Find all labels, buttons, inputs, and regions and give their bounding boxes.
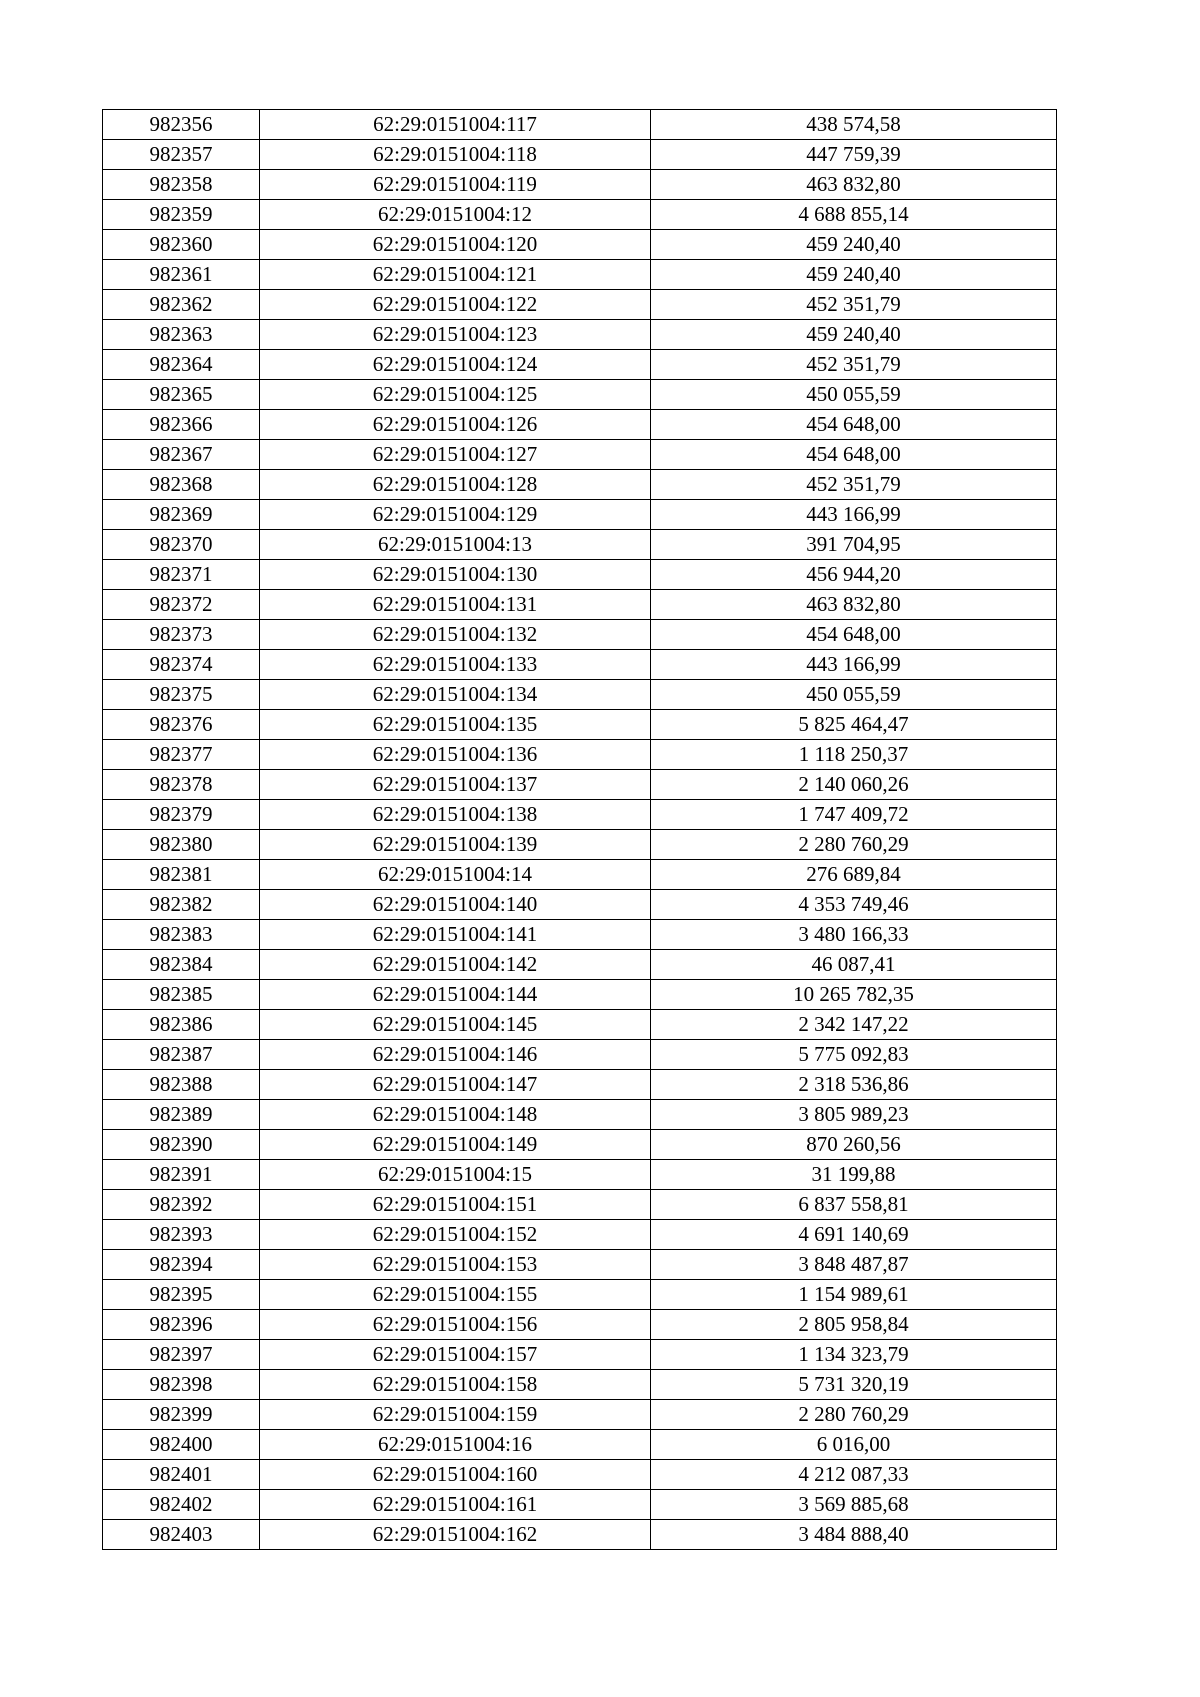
cadastral-number-cell: 62:29:0151004:138: [260, 800, 651, 830]
cadastral-value-cell: 443 166,99: [651, 650, 1057, 680]
table-row: [103, 1490, 1057, 1520]
table-row: [103, 980, 1057, 1010]
row-number-cell: 982393: [103, 1220, 260, 1250]
row-number-cell: 982403: [103, 1520, 260, 1550]
table-row: [103, 560, 1057, 590]
row-number-cell: 982356: [103, 110, 260, 140]
row-number-cell: 982368: [103, 470, 260, 500]
row-number-cell: 982398: [103, 1370, 260, 1400]
row-number-cell: 982394: [103, 1250, 260, 1280]
cadastral-number-cell: 62:29:0151004:122: [260, 290, 651, 320]
row-number-cell: 982362: [103, 290, 260, 320]
cadastral-value-cell: 3 805 989,23: [651, 1100, 1057, 1130]
cadastral-number-cell: 62:29:0151004:132: [260, 620, 651, 650]
cadastral-value-cell: 2 280 760,29: [651, 1400, 1057, 1430]
cadastral-number-cell: 62:29:0151004:137: [260, 770, 651, 800]
table-row: [103, 830, 1057, 860]
table-row: [103, 110, 1057, 140]
row-number-cell: 982360: [103, 230, 260, 260]
cadastral-value-cell: 3 569 885,68: [651, 1490, 1057, 1520]
row-number-cell: 982386: [103, 1010, 260, 1040]
row-number-cell: 982397: [103, 1340, 260, 1370]
row-number-cell: 982382: [103, 890, 260, 920]
row-number-cell: 982402: [103, 1490, 260, 1520]
cadastral-value-cell: 438 574,58: [651, 110, 1057, 140]
cadastral-value-cell: 2 342 147,22: [651, 1010, 1057, 1040]
cadastral-value-cell: 10 265 782,35: [651, 980, 1057, 1010]
cadastral-value-cell: 459 240,40: [651, 230, 1057, 260]
cadastral-number-cell: 62:29:0151004:144: [260, 980, 651, 1010]
cadastral-value-cell: 46 087,41: [651, 950, 1057, 980]
cadastral-number-cell: 62:29:0151004:134: [260, 680, 651, 710]
cadastral-value-cell: 4 691 140,69: [651, 1220, 1057, 1250]
cadastral-number-cell: 62:29:0151004:152: [260, 1220, 651, 1250]
table-row: [103, 1340, 1057, 1370]
row-number-cell: 982376: [103, 710, 260, 740]
table-row: [103, 620, 1057, 650]
table-row: [103, 590, 1057, 620]
cadastral-value-cell: 459 240,40: [651, 260, 1057, 290]
row-number-cell: 982392: [103, 1190, 260, 1220]
row-number-cell: 982359: [103, 200, 260, 230]
table-row: [103, 350, 1057, 380]
row-number-cell: 982373: [103, 620, 260, 650]
row-number-cell: 982375: [103, 680, 260, 710]
cadastral-value-cell: 391 704,95: [651, 530, 1057, 560]
cadastral-number-cell: 62:29:0151004:149: [260, 1130, 651, 1160]
cadastral-number-cell: 62:29:0151004:135: [260, 710, 651, 740]
cadastral-value-cell: 3 480 166,33: [651, 920, 1057, 950]
cadastral-number-cell: 62:29:0151004:125: [260, 380, 651, 410]
cadastral-number-cell: 62:29:0151004:118: [260, 140, 651, 170]
cadastral-value-cell: 2 318 536,86: [651, 1070, 1057, 1100]
table-row: [103, 890, 1057, 920]
cadastral-value-cell: 5 825 464,47: [651, 710, 1057, 740]
row-number-cell: 982371: [103, 560, 260, 590]
table-row: [103, 1280, 1057, 1310]
cadastral-value-table: [102, 109, 1057, 1550]
table-row: [103, 320, 1057, 350]
table-row: [103, 1130, 1057, 1160]
cadastral-value-cell: 31 199,88: [651, 1160, 1057, 1190]
cadastral-number-cell: 62:29:0151004:140: [260, 890, 651, 920]
table-row: [103, 680, 1057, 710]
cadastral-value-cell: 6 837 558,81: [651, 1190, 1057, 1220]
table-row: [103, 1250, 1057, 1280]
table-row: [103, 950, 1057, 980]
table-row: [103, 1400, 1057, 1430]
cadastral-number-cell: 62:29:0151004:130: [260, 560, 651, 590]
cadastral-number-cell: 62:29:0151004:142: [260, 950, 651, 980]
row-number-cell: 982367: [103, 440, 260, 470]
cadastral-number-cell: 62:29:0151004:157: [260, 1340, 651, 1370]
table-row: [103, 230, 1057, 260]
cadastral-value-cell: 447 759,39: [651, 140, 1057, 170]
cadastral-number-cell: 62:29:0151004:16: [260, 1430, 651, 1460]
cadastral-value-cell: 276 689,84: [651, 860, 1057, 890]
row-number-cell: 982391: [103, 1160, 260, 1190]
cadastral-number-cell: 62:29:0151004:120: [260, 230, 651, 260]
table-row: [103, 1010, 1057, 1040]
table-row: [103, 1370, 1057, 1400]
cadastral-value-cell: 1 154 989,61: [651, 1280, 1057, 1310]
table-row: [103, 440, 1057, 470]
cadastral-value-cell: 450 055,59: [651, 680, 1057, 710]
cadastral-number-cell: 62:29:0151004:15: [260, 1160, 651, 1190]
row-number-cell: 982399: [103, 1400, 260, 1430]
row-number-cell: 982361: [103, 260, 260, 290]
row-number-cell: 982363: [103, 320, 260, 350]
cadastral-value-cell: 4 688 855,14: [651, 200, 1057, 230]
row-number-cell: 982377: [103, 740, 260, 770]
table-row: [103, 530, 1057, 560]
cadastral-value-cell: 6 016,00: [651, 1430, 1057, 1460]
cadastral-number-cell: 62:29:0151004:129: [260, 500, 651, 530]
table-row: [103, 770, 1057, 800]
cadastral-value-cell: 870 260,56: [651, 1130, 1057, 1160]
table-row: [103, 1460, 1057, 1490]
row-number-cell: 982366: [103, 410, 260, 440]
row-number-cell: 982379: [103, 800, 260, 830]
cadastral-number-cell: 62:29:0151004:158: [260, 1370, 651, 1400]
row-number-cell: 982390: [103, 1130, 260, 1160]
cadastral-number-cell: 62:29:0151004:136: [260, 740, 651, 770]
row-number-cell: 982381: [103, 860, 260, 890]
cadastral-number-cell: 62:29:0151004:141: [260, 920, 651, 950]
table-row: [103, 500, 1057, 530]
row-number-cell: 982387: [103, 1040, 260, 1070]
cadastral-value-cell: 456 944,20: [651, 560, 1057, 590]
row-number-cell: 982364: [103, 350, 260, 380]
cadastral-number-cell: 62:29:0151004:14: [260, 860, 651, 890]
table-row: [103, 1310, 1057, 1340]
table-row: [103, 1040, 1057, 1070]
cadastral-value-cell: 454 648,00: [651, 410, 1057, 440]
row-number-cell: 982365: [103, 380, 260, 410]
row-number-cell: 982370: [103, 530, 260, 560]
cadastral-value-cell: 3 484 888,40: [651, 1520, 1057, 1550]
row-number-cell: 982384: [103, 950, 260, 980]
row-number-cell: 982400: [103, 1430, 260, 1460]
cadastral-number-cell: 62:29:0151004:127: [260, 440, 651, 470]
row-number-cell: 982389: [103, 1100, 260, 1130]
row-number-cell: 982385: [103, 980, 260, 1010]
cadastral-number-cell: 62:29:0151004:147: [260, 1070, 651, 1100]
cadastral-value-cell: 1 134 323,79: [651, 1340, 1057, 1370]
table-row: [103, 170, 1057, 200]
row-number-cell: 982396: [103, 1310, 260, 1340]
cadastral-value-cell: 4 212 087,33: [651, 1460, 1057, 1490]
cadastral-value-cell: 454 648,00: [651, 620, 1057, 650]
row-number-cell: 982358: [103, 170, 260, 200]
cadastral-value-cell: 452 351,79: [651, 290, 1057, 320]
cadastral-value-cell: 463 832,80: [651, 170, 1057, 200]
row-number-cell: 982388: [103, 1070, 260, 1100]
table-row: [103, 470, 1057, 500]
cadastral-number-cell: 62:29:0151004:155: [260, 1280, 651, 1310]
table-row: [103, 1430, 1057, 1460]
cadastral-number-cell: 62:29:0151004:121: [260, 260, 651, 290]
table-row: [103, 1100, 1057, 1130]
table-row: [103, 920, 1057, 950]
table-row: [103, 380, 1057, 410]
cadastral-number-cell: 62:29:0151004:12: [260, 200, 651, 230]
cadastral-number-cell: 62:29:0151004:123: [260, 320, 651, 350]
table-row: [103, 1190, 1057, 1220]
row-number-cell: 982380: [103, 830, 260, 860]
cadastral-number-cell: 62:29:0151004:160: [260, 1460, 651, 1490]
cadastral-value-cell: 452 351,79: [651, 470, 1057, 500]
cadastral-value-cell: 463 832,80: [651, 590, 1057, 620]
row-number-cell: 982395: [103, 1280, 260, 1310]
table-row: [103, 1070, 1057, 1100]
table-row: [103, 410, 1057, 440]
cadastral-number-cell: 62:29:0151004:126: [260, 410, 651, 440]
table-row: [103, 260, 1057, 290]
table-row: [103, 650, 1057, 680]
cadastral-number-cell: 62:29:0151004:131: [260, 590, 651, 620]
cadastral-value-cell: 2 805 958,84: [651, 1310, 1057, 1340]
row-number-cell: 982378: [103, 770, 260, 800]
cadastral-number-cell: 62:29:0151004:117: [260, 110, 651, 140]
row-number-cell: 982383: [103, 920, 260, 950]
table-row: [103, 710, 1057, 740]
cadastral-value-cell: 5 731 320,19: [651, 1370, 1057, 1400]
cadastral-number-cell: 62:29:0151004:162: [260, 1520, 651, 1550]
row-number-cell: 982401: [103, 1460, 260, 1490]
cadastral-value-cell: 1 118 250,37: [651, 740, 1057, 770]
row-number-cell: 982372: [103, 590, 260, 620]
table-row: [103, 800, 1057, 830]
cadastral-value-cell: 459 240,40: [651, 320, 1057, 350]
cadastral-number-cell: 62:29:0151004:128: [260, 470, 651, 500]
row-number-cell: 982374: [103, 650, 260, 680]
table-row: [103, 1220, 1057, 1250]
table-row: [103, 740, 1057, 770]
table-row: [103, 290, 1057, 320]
cadastral-number-cell: 62:29:0151004:119: [260, 170, 651, 200]
cadastral-number-cell: 62:29:0151004:139: [260, 830, 651, 860]
cadastral-value-cell: 2 280 760,29: [651, 830, 1057, 860]
table-body: [103, 110, 1057, 1550]
cadastral-number-cell: 62:29:0151004:161: [260, 1490, 651, 1520]
cadastral-number-cell: 62:29:0151004:124: [260, 350, 651, 380]
cadastral-number-cell: 62:29:0151004:148: [260, 1100, 651, 1130]
cadastral-value-cell: 1 747 409,72: [651, 800, 1057, 830]
cadastral-number-cell: 62:29:0151004:133: [260, 650, 651, 680]
cadastral-number-cell: 62:29:0151004:151: [260, 1190, 651, 1220]
cadastral-value-cell: 4 353 749,46: [651, 890, 1057, 920]
cadastral-number-cell: 62:29:0151004:153: [260, 1250, 651, 1280]
table-row: [103, 1160, 1057, 1190]
cadastral-number-cell: 62:29:0151004:156: [260, 1310, 651, 1340]
table-row: [103, 140, 1057, 170]
cadastral-value-cell: 452 351,79: [651, 350, 1057, 380]
row-number-cell: 982369: [103, 500, 260, 530]
cadastral-number-cell: 62:29:0151004:146: [260, 1040, 651, 1070]
cadastral-number-cell: 62:29:0151004:159: [260, 1400, 651, 1430]
cadastral-value-cell: 450 055,59: [651, 380, 1057, 410]
cadastral-value-cell: 2 140 060,26: [651, 770, 1057, 800]
cadastral-number-cell: 62:29:0151004:13: [260, 530, 651, 560]
cadastral-value-cell: 443 166,99: [651, 500, 1057, 530]
table-row: [103, 200, 1057, 230]
row-number-cell: 982357: [103, 140, 260, 170]
cadastral-value-cell: 3 848 487,87: [651, 1250, 1057, 1280]
cadastral-number-cell: 62:29:0151004:145: [260, 1010, 651, 1040]
cadastral-value-cell: 454 648,00: [651, 440, 1057, 470]
cadastral-value-cell: 5 775 092,83: [651, 1040, 1057, 1070]
table-row: [103, 1520, 1057, 1550]
table-row: [103, 860, 1057, 890]
